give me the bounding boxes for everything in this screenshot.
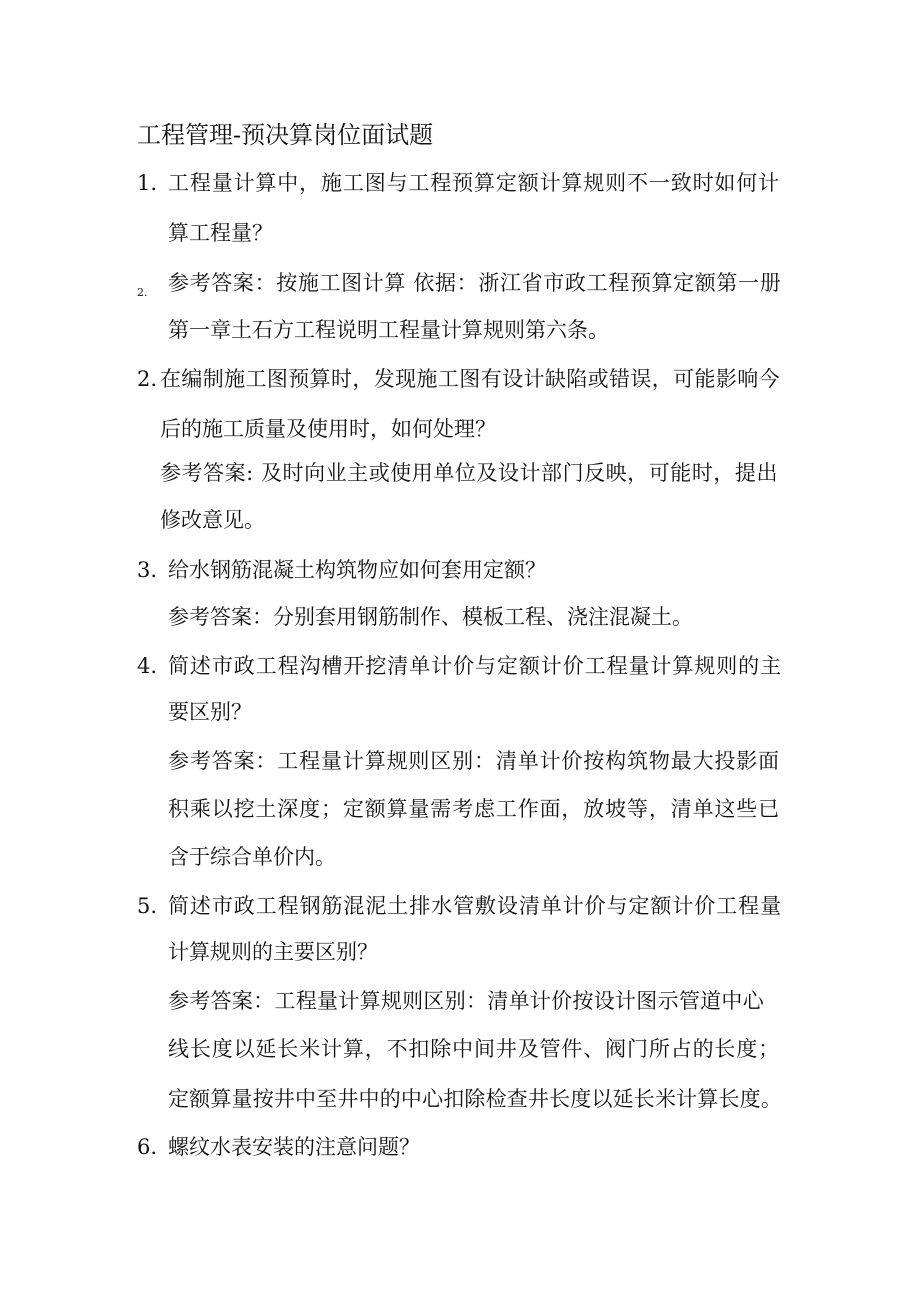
text-line: 参考答案：分别套用钢筋制作、模板工程、浇注混凝土。 [168,605,693,629]
item-number: 3. [137,558,158,582]
text-line: 参考答案：工程量计算规则区别：清单计价按构筑物最大投影面 [168,749,780,773]
document-title: 工程管理-预决算岗位面试题 [137,121,434,149]
item-number: 5. [137,894,158,918]
text-line: 后的施工质量及使用时，如何处理？ [160,417,496,441]
item-number: 2. [137,367,158,391]
text-line: 参考答案: 及时向业主或使用单位及设计部门反映，可能时，提出 [160,461,778,485]
text-line: 修改意见。 [160,508,265,532]
text-line: 第一章土石方工程说明工程量计算规则第六条。 [168,318,609,342]
question-line: 在编制施工图预算时，发现施工图有设计缺陷或错误，可能影响今 [160,367,780,391]
item-number: 4. [137,654,158,678]
question-line: 参考答案：按施工图计算 依据：浙江省市政工程预算定额第一册 [168,271,782,295]
text-line: 定额算量按井中至井中的中心扣除检查井长度以延长米计算长度。 [168,1087,782,1111]
item-number: 2. [137,286,148,299]
question-line: 给水钢筋混凝土构筑物应如何套用定额？ [168,558,546,582]
question-line: 螺纹水表安装的注意问题？ [168,1135,420,1159]
text-line: 参考答案：工程量计算规则区别：清单计价按设计图示管道中心 [168,989,764,1013]
question-line: 简述市政工程钢筋混泥土排水管敷设清单计价与定额计价工程量 [168,894,782,918]
text-line: 要区别？ [168,700,252,724]
text-line: 积乘以挖土深度；定额算量需考虑工作面，放坡等，清单这些已 [168,797,780,821]
text-line: 线长度以延长米计算，不扣除中间井及管件、阀门所占的长度； [168,1037,780,1061]
question-line: 简述市政工程沟槽开挖清单计价与定额计价工程量计算规则的主 [168,654,782,678]
question-line: 工程量计算中，施工图与工程预算定额计算规则不一致时如何计 [168,171,780,195]
item-number: 1. [137,171,158,195]
text-line: 计算规则的主要区别？ [168,940,378,964]
text-line: 算工程量？ [168,221,273,245]
text-line: 含于综合单价内。 [168,845,336,869]
item-number: 6. [137,1135,158,1159]
